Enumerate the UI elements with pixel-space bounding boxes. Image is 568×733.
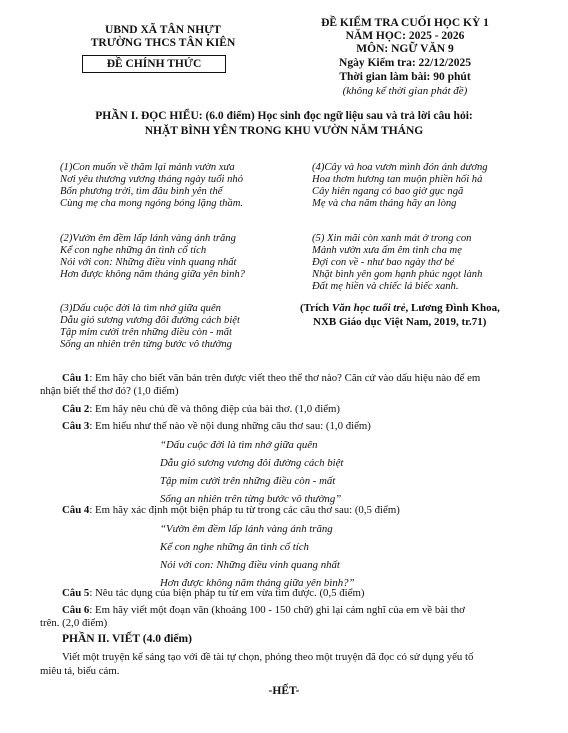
question-2: [62, 403, 340, 416]
official-label: ĐỀ CHÍNH THỨC: [82, 55, 226, 73]
poem-line: (1)Con muốn về thăm lại mảnh vườn xưa: [60, 162, 235, 173]
question-6: [62, 604, 465, 617]
question-6-text: : Em hãy viết một đoạn văn (khoảng 100 - 150 chữ) ghi lại cảm nghĩ của em về bài thơ: [89, 604, 465, 616]
end-mark: -HẾT-: [268, 685, 300, 697]
poem-line: (4)Cây và hoa vươn mình đón ánh dương: [312, 162, 488, 173]
part1-heading-bold: PHẦN I. ĐỌC HIỂU: (6.0 điểm): [95, 110, 255, 122]
poem-line: Nhặt bình yên gom hạnh phúc ngọt lành: [312, 269, 483, 280]
exam-date: Ngày Kiểm tra: 22/12/2025: [339, 57, 471, 69]
exam-title: ĐỀ KIỂM TRA CUỐI HỌC KỲ 1: [321, 17, 489, 29]
question-1-text: : Em hãy cho biết văn bản trên được viết theo thể thơ nào? Căn cứ vào dấu hiệu nào để em: [89, 372, 481, 384]
question-5: [62, 587, 364, 600]
question-3: [62, 420, 371, 433]
question-1-label: Câu 1: [62, 372, 90, 384]
poem-line: Mảnh vườn xưa ấm êm tình cha mẹ: [312, 245, 462, 256]
quote-line: Hơn được không năm tháng giữa yên bình?”: [160, 577, 355, 589]
poem-line: Đợi con về - như bao ngày thơ bé: [312, 257, 455, 268]
school-name: TRƯỜNG THCS TÂN KIÊN: [90, 37, 236, 49]
duration-note: (không kể thời gian phát đề): [342, 85, 468, 97]
stanza-1: [60, 162, 243, 210]
poem-line: (3)Dấu cuộc đời là tìm nhớ giữa quên: [60, 303, 221, 314]
poem-line: (2)Vườn êm đềm lấp lánh vàng ánh trăng: [60, 233, 236, 244]
source-author: , Lương Đình Khoa,: [405, 302, 500, 314]
poem-line: Nói với con: Những điều vinh quang nhất: [60, 257, 237, 268]
poem-line: Kể con nghe những ân tình cổ tích: [60, 245, 207, 256]
quote-line: Nói với con: Những điều vinh quang nhất: [160, 559, 340, 571]
question-2-text: : Em hãy nêu chủ đề và thông điệp của bài thơ. (1,0 điểm): [89, 403, 340, 415]
question-6-cont: trên. (2,0 điểm): [40, 617, 108, 629]
source-title: Văn học tuổi trẻ: [331, 302, 406, 314]
part1-heading: [0, 110, 568, 122]
question-3-quote: [160, 436, 343, 508]
part2-prompt: Viết một truyện kể sáng tạo với đề tài tự chọn, phỏng theo một truyện đã đọc có sử dụng yếu tố: [62, 651, 474, 663]
part1-heading-rest: Học sinh đọc ngữ liệu sau và trả lời câu hỏi:: [254, 110, 473, 122]
question-2-label: Câu 2: [62, 403, 90, 415]
source-publisher: NXB Giáo dục Việt Nam, 2019, tr.71): [313, 316, 487, 328]
stanza-2: [60, 233, 245, 281]
poem-title: NHẶT BÌNH YÊN TRONG KHU VƯỜN NĂM THÁNG: [144, 125, 424, 137]
question-4-text: : Em hãy xác định một biện pháp tu từ trong các câu thơ sau: (0,5 điểm): [89, 504, 400, 516]
question-3-text: : Em hiểu như thế nào về nội dung những câu thơ sau: (1,0 điểm): [89, 420, 371, 432]
quote-line: “Vườn êm đềm lấp lánh vàng ánh trăng: [160, 523, 333, 535]
district-name: UBND XÃ TÂN NHỰT: [105, 24, 221, 36]
question-4-label: Câu 4: [62, 504, 90, 516]
poem-line: Cùng mẹ cha mong ngóng bóng lặng thầm.: [60, 198, 244, 209]
poem-line: Bốn phương trời, tìm đâu bình yên thế: [60, 186, 223, 197]
poem-line: (5) Xin mãi còn xanh mát ở trong con: [312, 233, 472, 244]
quote-line: Sống an nhiên trên từng bước vô thường”: [160, 493, 342, 505]
quote-line: Kể con nghe những ân tình cổ tích: [160, 541, 309, 553]
poem-line: Sống an nhiên trên từng bước vô thường: [60, 339, 232, 350]
school-year: NĂM HỌC: 2025 - 2026: [345, 30, 465, 42]
poem-line: Dẫu gió sương vương đôi đường cách biệt: [60, 315, 240, 326]
question-4-quote: [160, 520, 355, 592]
source-prefix: (Trích: [300, 302, 332, 314]
quote-line: Tập mỉm cười trên những điều còn - mất: [160, 475, 336, 487]
stanza-5: [312, 233, 482, 293]
poem-line: Hơn được không năm tháng giữa yên bình?: [60, 269, 245, 280]
poem-line: Nơi yêu thương vương tháng ngày tuổi nhỏ: [60, 174, 243, 185]
poem-line: Đất mẹ hiền và chiếc lá biếc xanh.: [312, 281, 459, 292]
poem-line: Mẹ và cha năm tháng hãy an lòng: [312, 198, 457, 209]
part2-heading: PHẦN II. VIẾT (4.0 điểm): [62, 633, 192, 645]
question-5-label: Câu 5: [62, 587, 90, 599]
quote-line: “Dấu cuộc đời là tìm nhớ giữa quên: [160, 439, 318, 451]
question-6-label: Câu 6: [62, 604, 90, 616]
subject: MÔN: NGỮ VĂN 9: [356, 43, 454, 55]
question-1: [62, 372, 480, 385]
question-5-text: : Nêu tác dụng của biện pháp tu từ em vừa tìm được. (0,5 điểm): [89, 587, 365, 599]
poem-line: Tập mỉm cười trên những điều còn - mất: [60, 327, 232, 338]
source-citation: [300, 302, 500, 314]
duration: Thời gian làm bài: 90 phút: [339, 71, 471, 83]
quote-line: Dẫu gió sương vương đôi đường cách biệt: [160, 457, 344, 469]
question-1-cont: nhận biết thể thơ đó? (1,0 điểm): [40, 385, 179, 397]
stanza-4: [312, 162, 488, 210]
part2-prompt-cont: miêu tả, biểu cảm.: [40, 665, 120, 677]
question-4: [62, 504, 400, 517]
stanza-3: [60, 303, 240, 351]
poem-line: Hoa thơm hương tan muộn phiền hối hả: [312, 174, 483, 185]
question-3-label: Câu 3: [62, 420, 90, 432]
poem-line: Cây hiên ngang có bao giờ gục ngã: [312, 186, 464, 197]
